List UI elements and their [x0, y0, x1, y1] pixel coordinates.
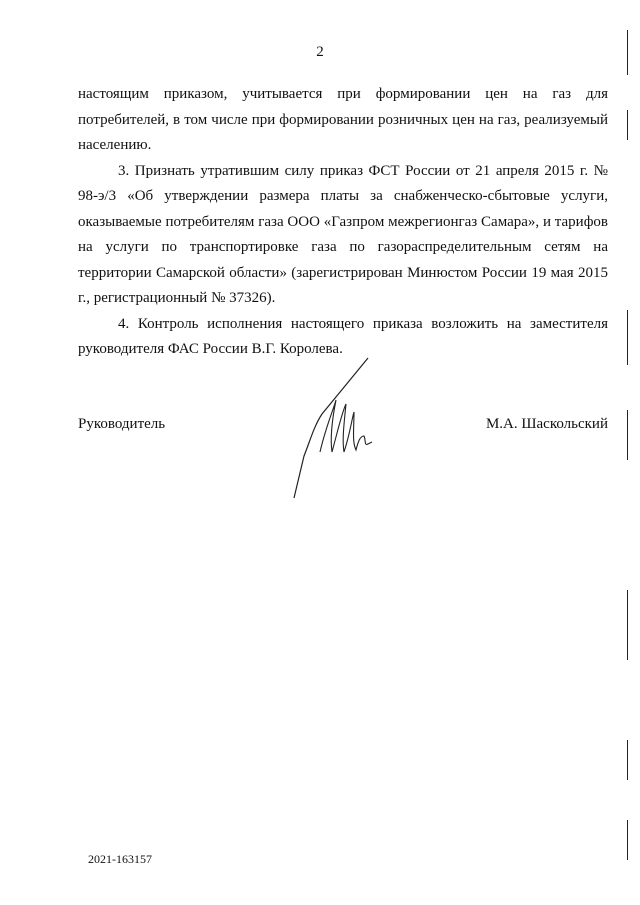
paragraph-item-3: 3. Признать утратившим силу приказ ФСТ России от 21 апреля 2015 г. № 98-э/3 «Об утверждении размера платы за снабженческо-сбытовые услуги, оказываемые потребителям газа ООО «Газпром межрегионгаз Самара», и тарифов на услуги по транспортировке газа по газораспределительным сетям на территории Самарской области» (зарегистрирован Минюстом России 19 мая 2015 г., регистрационный № 37326). — [78, 162, 608, 306]
scan-edge-line — [627, 820, 628, 860]
signer-name: М.А. Шаскольский — [485, 416, 608, 432]
scan-edge-line — [627, 110, 628, 140]
page-number: 2 — [316, 44, 324, 60]
signer-title: Руководитель — [78, 416, 166, 432]
scan-edge-line — [627, 410, 628, 460]
document-number: 2021-163157 — [88, 852, 152, 866]
handwritten-signature — [292, 356, 382, 501]
paragraph-item-4: 4. Контроль исполнения настоящего приказа возложить на заместителя руководителя ФАС России В.Г. Королева. — [78, 315, 608, 357]
scan-edge-line — [627, 310, 628, 365]
scan-edge-line — [627, 740, 628, 780]
scan-edge-line — [627, 590, 628, 660]
document-body — [78, 82, 608, 363]
paragraph-continuation: настоящим приказом, учитывается при формировании цен на газ для потребителей, в том числе при формировании розничных цен на газ, реализуемый населению. — [78, 86, 608, 153]
